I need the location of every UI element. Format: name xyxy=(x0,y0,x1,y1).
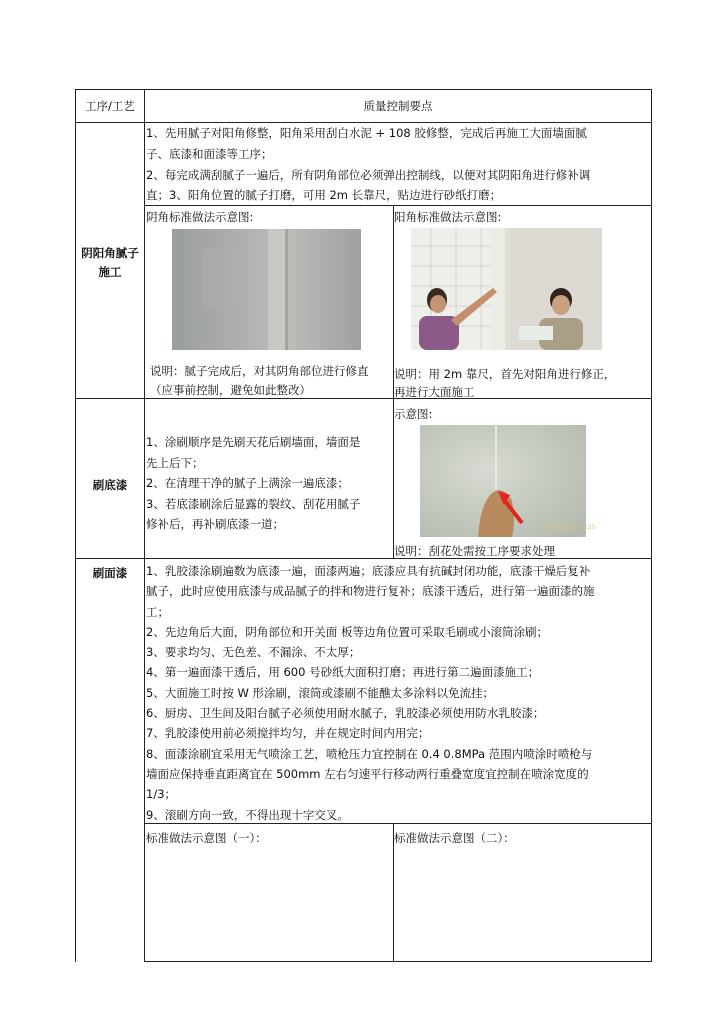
primer-text xyxy=(146,432,392,535)
topcoat-line-13: 9、滚刷方向一致，不得出现十字交叉。 xyxy=(146,807,349,822)
inner-corner-photo xyxy=(172,229,361,350)
outer-corner-photo xyxy=(411,228,602,350)
topcoat-line-1: 1、乳胶漆涂刷遍数为底漆一遍，面漆两遍；底漆应具有抗碱封闭功能，底漆干燥后复补 xyxy=(146,564,591,578)
topcoat-text xyxy=(146,561,651,825)
yinyang-left-note-line2: （应事前控制，避免如此整改） xyxy=(150,383,311,397)
topcoat-left-caption: 标准做法示意图（一）： xyxy=(146,831,267,845)
yinyang-left-caption: 阴角标准做法示意图: xyxy=(146,210,254,224)
inner-corner-photo-shape xyxy=(172,229,361,350)
row-title-primer: 刷底漆 xyxy=(92,478,128,492)
topcoat-line-7: 5、大面施工时按 W 形涂刷，滚筒或漆刷不能醮太多涂料以免流挂； xyxy=(146,685,494,700)
yinyang-right-note-line1: 说明：用 2m 靠尺，首先对阳角进行修正， xyxy=(394,367,616,381)
border-bottom xyxy=(144,961,652,962)
row-title-yinyang-line2: 施工 xyxy=(98,265,122,279)
topcoat-line-4: 2、先边角后大面，阴角部位和开关面 板等边角位置可采取毛刷或小滚筒涂刷； xyxy=(146,624,548,639)
topcoat-line-2: 腻子，此时应使用底漆与成品腻子的拌和物进行复补；底漆干透后，进行第一遍面漆的施 xyxy=(146,584,595,599)
outer-corner-photo-shape xyxy=(411,228,602,350)
topcoat-right-caption: 标准做法示意图（二）： xyxy=(394,831,515,845)
yinyang-right-note-line2: 再进行大面施工 xyxy=(394,385,475,399)
row-title-yinyang-line1: 阴阳角腻子 xyxy=(81,246,139,260)
border-left xyxy=(75,89,76,962)
topcoat-line-10: 8、面漆涂刷宜采用无气喷涂工艺，喷枪压力宜控制在 0.4 0.8MPa 范围内喷涂时喷枪与 xyxy=(146,746,593,761)
primer-line-4: 3、若底漆刷涂后显露的裂纹、刮花用腻子 xyxy=(146,496,361,511)
primer-scratch-photo xyxy=(420,425,596,537)
topcoat-line-11: 墙面应保持垂直距离宜在 500mm 左右匀速平行移动两行重叠宽度宜控制在喷涂宽度的 xyxy=(146,766,589,781)
topcoat-line-6: 4、第一遍面漆干透后，用 600 号砂纸大面积打磨；再进行第二遍面漆施工； xyxy=(146,665,540,680)
primer-note: 说明：刮花处需按工序要求处理 xyxy=(394,544,555,558)
yinyang-left-note-line1: 说明：腻子完成后，对其阴角部位进行修直 xyxy=(150,364,369,378)
header-quality-points: 质量控制要点 xyxy=(363,99,433,113)
primer-line-3: 2、在清理干净的腻子上满涂一遍底漆； xyxy=(146,476,349,490)
yinyang-point2-line2: 直；3、阳角位置的腻子打磨，可用 2m 长靠尺，贴边进行砂纸打磨； xyxy=(146,188,502,202)
yinyang-point2-line1: 2、每完成满刮腻子一遍后，所有阴角部位必须弹出控制线，以便对其阴阳角进行修补调 xyxy=(146,168,591,182)
primer-caption: 示意图: xyxy=(394,407,433,421)
primer-scratch-photo-shape xyxy=(420,425,596,537)
yinyang-right-caption: 阳角标准做法示意图: xyxy=(394,210,502,224)
border-right xyxy=(651,89,652,962)
topcoat-line-8: 6、厨房、卫生间及阳台腻子必须使用耐水腻子，乳胶漆必须使用防水乳胶漆； xyxy=(146,706,545,721)
row-title-yinyang xyxy=(76,244,144,282)
header-process: 工序/工艺 xyxy=(85,99,135,113)
photo-date-stamp: 21.08.2018 11:25 xyxy=(542,524,596,531)
primer-line-5: 修补后，再补刷底漆一道； xyxy=(146,517,284,531)
yinyang-point1-line2: 子、底漆和面漆等工序； xyxy=(146,147,273,161)
primer-line-2: 先上后下； xyxy=(146,455,204,470)
border-col-divider xyxy=(144,89,145,962)
topcoat-line-3: 工； xyxy=(146,604,169,619)
row-title-topcoat: 刷面漆 xyxy=(92,566,128,580)
yinyang-point1-line1: 1、先用腻子对阳角修整，阳角采用刮白水泥 + 108 胶修整，完成后再施工大面墙面腻 xyxy=(146,126,587,140)
topcoat-line-5: 3、要求均匀、无色差、不漏涂、不太厚； xyxy=(146,645,361,660)
topcoat-line-9: 7、乳胶漆使用前必须搅拌均匀，并在规定时间内用完； xyxy=(146,726,430,741)
primer-line-1: 1、涂刷顺序是先刷天花后刷墙面，墙面是 xyxy=(146,435,361,449)
topcoat-line-12: 1/3； xyxy=(146,787,177,802)
